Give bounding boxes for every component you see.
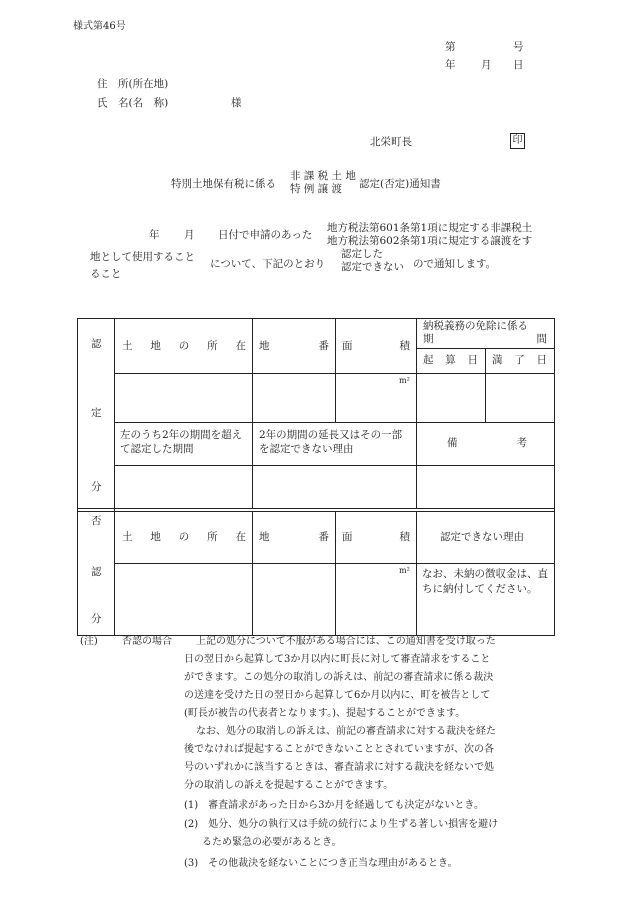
form-number: 様式第46号 — [73, 21, 126, 32]
date-day-label: 日 — [513, 59, 524, 71]
law-article-602: 地方税法第602条第1項に規定する譲渡をす — [327, 235, 533, 247]
decision-denied: 認定できない — [341, 261, 404, 273]
note-line-9: 分の取消しの訴えを提起することができます。 — [184, 780, 394, 791]
title-alternatives — [290, 170, 356, 196]
col-header-period: 期 間 — [423, 333, 547, 345]
denial-label-char-2: 認 — [91, 566, 102, 578]
honorific: 様 — [231, 97, 242, 109]
area-unit-denial: m² — [399, 566, 410, 575]
determination-table — [77, 318, 555, 636]
denial-col-header-lot-number: 地 番 — [259, 531, 329, 543]
note-line-8: 号のいずれかに該当するときは、審査請求に対する裁決を経ないで処 — [184, 762, 494, 773]
date-month-label: 月 — [481, 59, 492, 71]
body-decision-options — [341, 248, 404, 274]
col-header-start-date: 起 算 日 — [423, 354, 478, 366]
date-year-label: 年 — [445, 59, 456, 71]
title-prefix: 特別土地保有税に係る — [171, 178, 276, 190]
remarks-label: 備 考 — [447, 437, 527, 449]
document-number-suffix: 号 — [513, 41, 524, 53]
use-transfer-text: ること — [90, 268, 122, 280]
body-notify-text: ので通知します。 — [413, 258, 497, 270]
note-line-7: 後でなければ提起することができないこととされていますが、次の各 — [184, 744, 494, 755]
approval-label-char-3: 分 — [91, 481, 102, 493]
col-header-location: 土 地 の 所 在 — [122, 340, 246, 352]
use-as-land-text: 地として使用すること — [90, 251, 195, 263]
col-header-lot-number: 地 番 — [259, 340, 329, 352]
col-header-end-date: 満 了 日 — [492, 354, 547, 366]
body-law-reference — [327, 222, 532, 248]
denial-reason-label: 認定できない理由 — [440, 531, 524, 543]
note-line-4: の送達を受けた日の翌日から起算して6か月以内に、町を被告として — [184, 690, 491, 701]
body-use-text — [90, 249, 195, 283]
notes-case-label: 否認の場合 — [122, 636, 172, 647]
note-line-3: ができます。この処分の取消しの訴えは、前記の審査請求に係る裁決 — [184, 672, 494, 683]
approval-label-char-1: 認 — [91, 338, 102, 350]
body-year-label: 年 — [149, 229, 160, 241]
note-line-2: 日の翌日から起算して3か月以内に町長に対して審査請求をすること — [184, 654, 491, 665]
col-header-exemption: 納税義務の免除に係る — [423, 320, 528, 332]
body-as-follows-text: について、下記のとおり — [210, 258, 326, 270]
area-unit-approval: m² — [399, 376, 410, 385]
denial-label-char-3: 分 — [91, 613, 102, 625]
law-article-601: 地方税法第601条第1項に規定する非課税土 — [327, 222, 533, 234]
title-suffix: 認定(否定)通知書 — [359, 178, 441, 190]
note-item-2-cont: るため緊急の必要があるとき。 — [202, 837, 342, 848]
decision-approved: 認定した — [341, 248, 383, 260]
issuer-name: 北栄町長 — [370, 136, 412, 148]
note-line-1: 上記の処分について不服がある場合には、この通知書を受け取った — [196, 636, 496, 647]
title-alt-nontaxable: 非 課 税 土 地 — [290, 170, 356, 182]
note-item-1: (1) 審査請求があった日から3か月を経過しても決定がないとき。 — [184, 800, 485, 811]
document-number-label: 第 — [445, 41, 456, 53]
note-line-5: (町長が被告の代表者となります。)、提起することができます。 — [184, 708, 466, 719]
approved-period-label: 左のうち2年の期間を超えて認定した期間 — [120, 429, 243, 455]
notes-label: (注) — [80, 636, 98, 647]
extension-denied-label: 2年の期間の延長又はその一部を認定できない理由 — [259, 429, 403, 455]
denial-col-header-location: 土 地 の 所 在 — [122, 531, 246, 543]
body-application-date-text: 日付で申請のあった — [218, 229, 313, 241]
seal-mark: 印 — [510, 133, 525, 149]
note-item-2: (2) 処分、処分の執行又は手続の続行により生ずる著しい損害を避け — [184, 819, 499, 830]
recipient-address-label: 住 所(所在地) — [97, 78, 169, 90]
note-item-3: (3) その他裁決を経ないことにつき正当な理由があるとき。 — [184, 858, 458, 869]
recipient-name-label: 氏 名(名 称) — [97, 97, 169, 109]
col-header-area: 面 積 — [342, 340, 410, 352]
unpaid-notice: なお、未納の徴収金は、直ちに納付してください。 — [422, 568, 548, 595]
denial-label-char-1: 否 — [91, 515, 102, 527]
denial-col-header-area: 面 積 — [342, 531, 410, 543]
approval-label-char-2: 定 — [91, 407, 102, 419]
body-month-label: 月 — [184, 229, 195, 241]
title-alt-special-transfer: 特 例 譲 渡 — [290, 183, 343, 195]
note-line-6: なお、処分の取消しの訴えは、前記の審査請求に対する裁決を経た — [196, 726, 496, 737]
